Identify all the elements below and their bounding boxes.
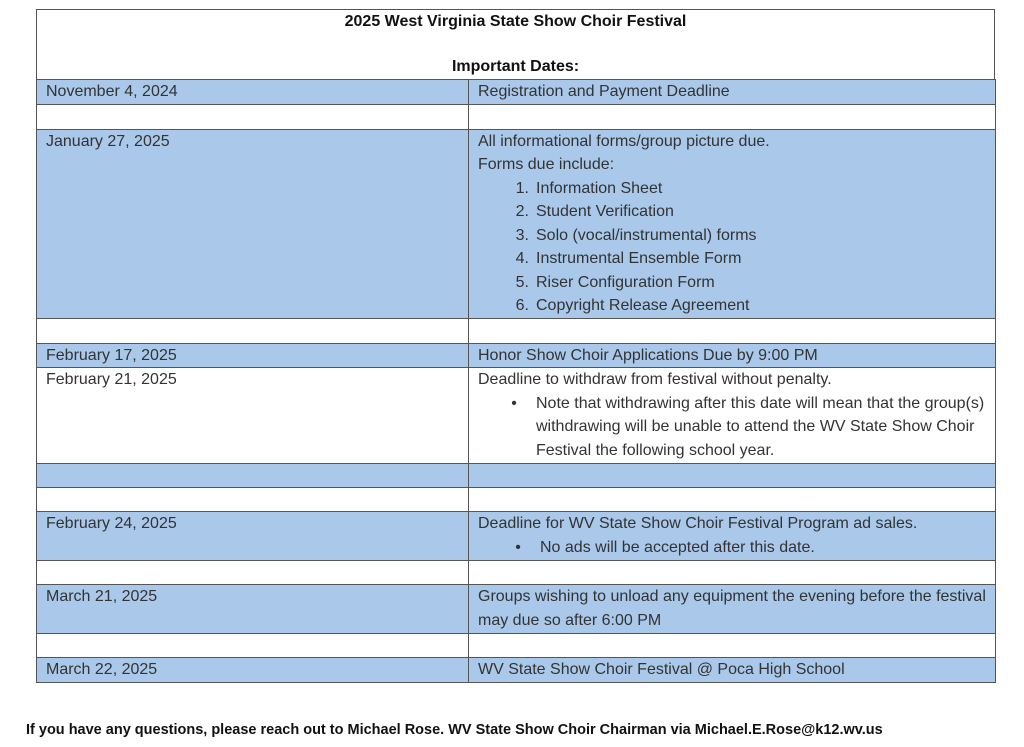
spacer-row <box>37 561 996 585</box>
event-cell <box>469 368 996 464</box>
date-cell: February 17, 2025 <box>37 343 469 368</box>
list-item: 5. Riser Configuration Form <box>515 273 715 291</box>
date-cell: February 24, 2025 <box>37 512 469 561</box>
important-dates-table <box>36 79 996 683</box>
event-text: Deadline to withdraw from festival without penalty. <box>478 371 832 388</box>
document-title: 2025 West Virginia State Show Choir Festival <box>344 13 687 30</box>
list-item: 3. Solo (vocal/instrumental) forms <box>515 226 757 244</box>
list-item: 1. Information Sheet <box>515 179 663 197</box>
list-item: • No ads will be accepted after this date. <box>478 536 995 560</box>
table-row <box>37 129 996 318</box>
event-cell: Honor Show Choir Applications Due by 9:00 PM <box>469 343 996 368</box>
table-row <box>37 343 996 368</box>
bullet-icon: • <box>515 538 521 556</box>
list-item: 2. Student Verification <box>515 203 674 220</box>
spacer-row <box>37 464 996 488</box>
spacer-row <box>37 318 996 343</box>
table-row <box>37 658 996 683</box>
spacer-row <box>37 488 996 512</box>
contact-footer: If you have any questions, please reach out to Michael Rose. WV State Show Choir Chairman via Michael.E.Rose@k12.wv.us <box>26 722 883 738</box>
table-row <box>37 80 996 105</box>
document-header <box>36 9 995 79</box>
event-cell: WV State Show Choir Festival @ Poca High School <box>469 658 996 683</box>
event-text: All informational forms/group picture due. <box>478 132 770 150</box>
forms-list <box>478 177 995 318</box>
spacer-row <box>37 104 996 129</box>
spacer-row <box>37 634 996 658</box>
list-item: • Note that withdrawing after this date will mean that the group(s) withdrawing will be unable to attend the WV State Show Choir Festival the following school year. <box>478 392 995 463</box>
date-cell: January 27, 2025 <box>37 129 469 318</box>
list-item: 4. Instrumental Ensemble Form <box>515 250 742 267</box>
event-cell <box>469 512 996 561</box>
festival-document <box>36 9 995 683</box>
event-text: Deadline for WV State Show Choir Festival Program ad sales. <box>478 515 918 532</box>
list-item: 6. Copyright Release Agreement <box>515 297 750 314</box>
important-dates-heading: Important Dates: <box>451 58 580 75</box>
note-list <box>478 536 995 560</box>
table-row <box>37 512 996 561</box>
note-list <box>478 392 995 463</box>
date-cell: February 21, 2025 <box>37 368 469 464</box>
event-cell <box>469 129 996 318</box>
event-text: Forms due include: <box>478 156 615 173</box>
date-cell: November 4, 2024 <box>37 80 469 105</box>
table-row <box>37 585 996 634</box>
bullet-icon: • <box>511 394 517 412</box>
table-row <box>37 368 996 464</box>
date-cell: March 21, 2025 <box>37 585 469 634</box>
event-cell: Groups wishing to unload any equipment the evening before the festival may due so after 6:00 PM <box>469 585 996 634</box>
date-cell: March 22, 2025 <box>37 658 469 683</box>
event-cell: Registration and Payment Deadline <box>469 80 996 105</box>
